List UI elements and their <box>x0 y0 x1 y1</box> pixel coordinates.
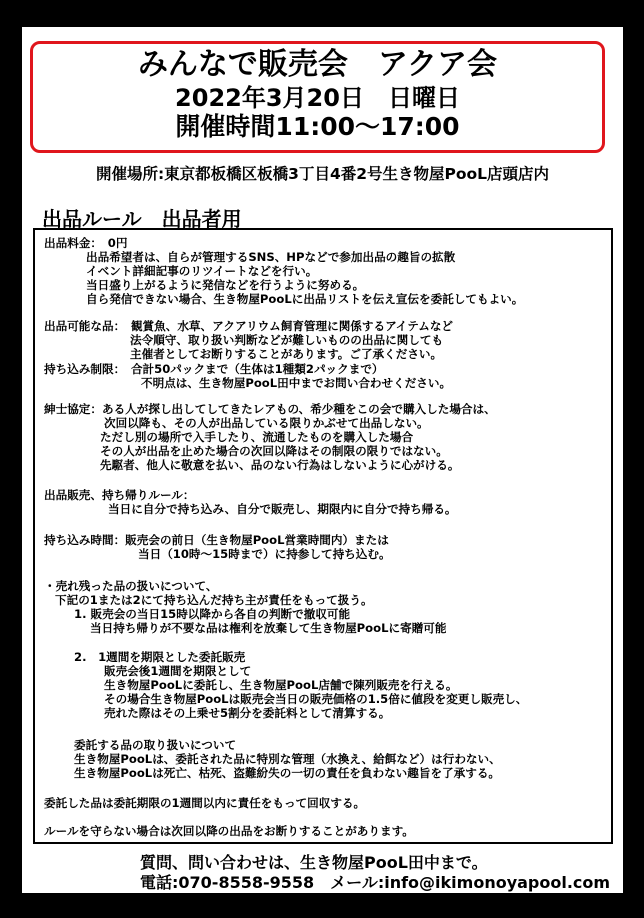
rule-line: 委託する品の取り扱いについて <box>74 738 237 752</box>
phone-email-text: 電話:070-8558-9558 メール:info@ikimonoyapool.com <box>140 873 611 892</box>
rule-line: イベント詳細記事のリツイートなどを行い。 <box>86 264 318 278</box>
rule-line: 出品希望者は、自らが管理するSNS、HPなどで参加出品の趣旨の拡散 <box>86 250 456 264</box>
flyer-page <box>22 27 623 893</box>
rule-line: 出品販売、持ち帰りルール： <box>44 488 195 502</box>
rule-line: 当日持ち帰りが不要な品は権利を放棄して生き物屋PooLに寄贈可能 <box>90 621 447 635</box>
rule-line: 先駆者、他人に敬意を払い、品のない行為はしないように心がける。 <box>100 458 460 472</box>
rule-line: 売れた際はその上乗せ5割分を委託料として清算する。 <box>104 706 391 720</box>
rule-line: 生き物屋PooLに委託し、生き物屋PooL店舗で陳列販売を行える。 <box>104 678 458 692</box>
event-date: 2022年3月20日 日曜日 <box>175 84 460 112</box>
rule-line: 生き物屋PooLは、委託された品に特別な管理（水換え、給餌など）は行わない、 <box>74 752 501 766</box>
rule-line: ルールを守らない場合は次回以降の出品をお断りすることがあります。 <box>44 824 414 838</box>
event-title: みんなで販売会 アクア会 <box>137 47 498 82</box>
section-title: 出品ルール 出品者用 <box>42 207 242 231</box>
rule-line: 次回以降も、その人が出品している限りかぶせて出品しない。 <box>104 416 429 430</box>
rule-line: 販売会後1週間を期限として <box>104 664 252 678</box>
rule-line: 法令順守、取り扱い判断などが難しいものの出品に関しても <box>130 333 444 347</box>
rule-line: 委託した品は委託期限の1週間以内に責任をもって回収する。 <box>44 796 366 810</box>
event-time: 開催時間11:00～17:00 <box>175 112 460 141</box>
rule-line: 不明点は、生き物屋PooL田中までお問い合わせください。 <box>141 376 452 390</box>
rule-line: 出品料金： 0円 <box>44 236 128 250</box>
venue-text: 開催場所:東京都板橋区板橋3丁目4番2号生き物屋PooL店頭店内 <box>95 165 550 183</box>
rule-line: 当日盛り上がるように発信などを行うように努める。 <box>86 278 365 292</box>
rule-line: 自ら発信できない場合、生き物屋PooLに出品リストを伝え宣伝を委託してもよい。 <box>86 292 524 306</box>
rule-line: ただし別の場所で入手したり、流通したものを購入した場合 <box>100 430 414 444</box>
rule-line: 当日（10時～15時まで）に持参して持ち込む。 <box>138 547 391 561</box>
rule-line: 持ち込み時間：販売会の前日（生き物屋PooL営業時間内）または <box>44 533 389 547</box>
rule-line: その人が出品を止めた場合の次回以降はその制限の限りではない。 <box>100 444 448 458</box>
rule-line: 持ち込み制限： 合計50パックまで（生体は1種類2パックまで） <box>44 362 384 376</box>
rule-line: 出品可能な品： 観賞魚、水草、アクアリウム飼育管理に関係するアイテムなど <box>44 319 454 333</box>
rule-line: 生き物屋PooLは死亡、枯死、盗難紛失の一切の責任を負わない趣旨を了承する。 <box>74 766 501 780</box>
rule-line: 下記の1または2にて持ち込んだ持ち主が責任をもって扱う。 <box>55 593 373 607</box>
title-box <box>30 41 605 153</box>
contact-text: 質問、問い合わせは、生き物屋PooL田中まで。 <box>140 853 488 872</box>
rule-line: 主催者としてお断りすることがあります。ご了承ください。 <box>130 347 443 361</box>
rule-line: ・売れ残った品の扱いについて、 <box>44 579 218 593</box>
rule-line: 1. 販売会の当日15時以降から各自の判断で撤収可能 <box>74 607 351 621</box>
rule-line: 2. 1週間を期限とした委託販売 <box>74 650 246 664</box>
rule-line: 当日に自分で持ち込み、自分で販売し、期限内に自分で持ち帰る。 <box>108 502 457 516</box>
rules-box <box>33 228 613 844</box>
rule-line: その場合生き物屋PooLは販売会当日の販売価格の1.5倍に値段を変更し販売し、 <box>104 692 528 706</box>
rule-line: 紳士協定：ある人が探し出してしてきたレアもの、希少種をこの会で購入した場合は、 <box>44 402 496 416</box>
